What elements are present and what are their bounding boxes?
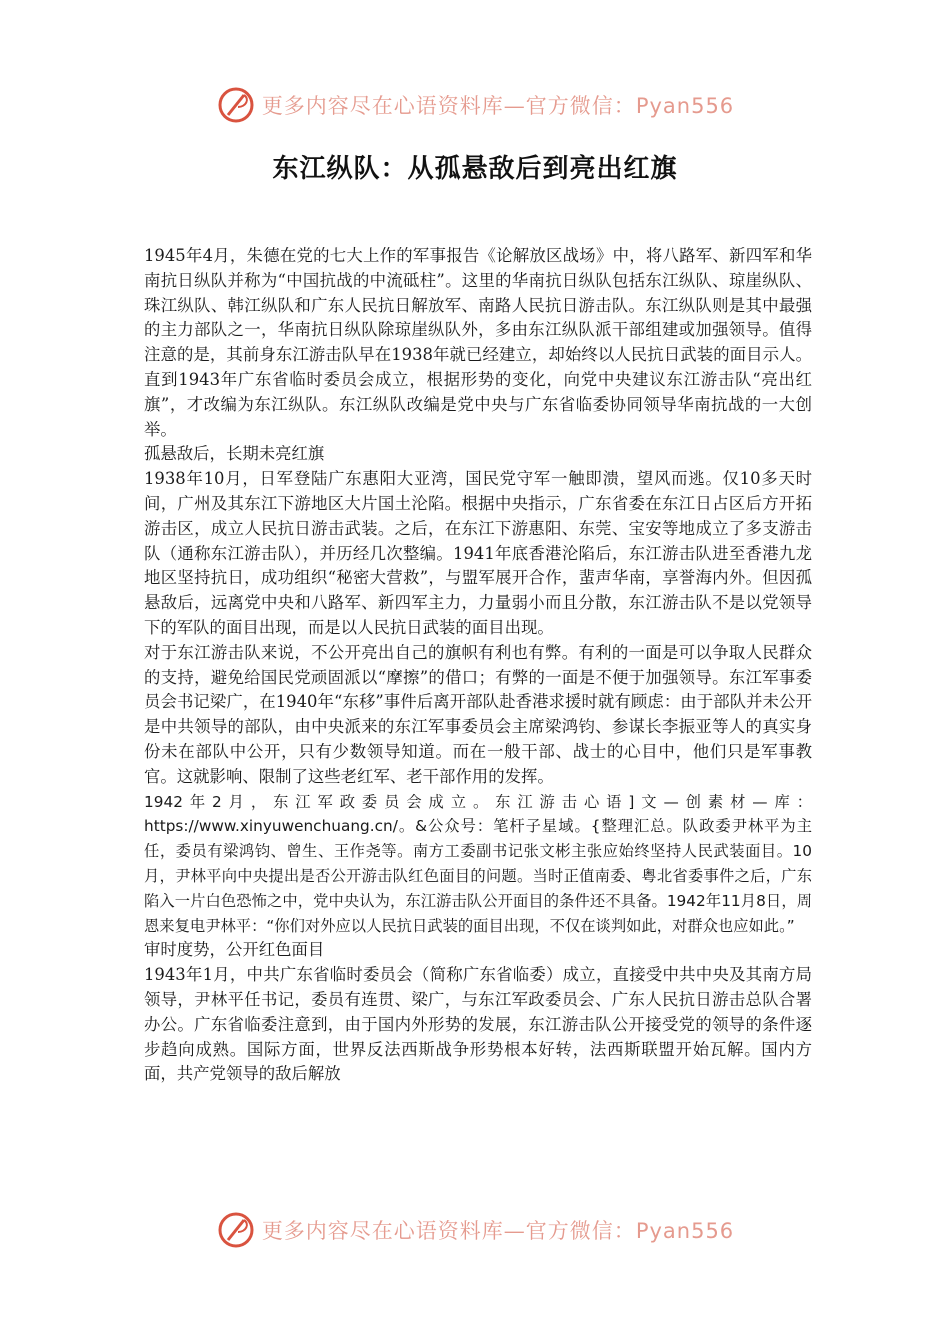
- header-watermark: [0, 81, 950, 129]
- paragraph-intro: 1945年4月，朱德在党的七大上作的军事报告《论解放区战场》中，将八路军、新四军和华南抗日纵队并称为“中国抗战的中流砥柱”。这里的华南抗日纵队包括东江纵队、琼崖纵队、珠江纵队、韩江纵队和广东人民抗日解放军、南路人民抗日游击队。东江纵队则是其中最强的主力部队之一，华南抗日纵队除琼崖纵队外，多由东江纵队派干部组建或加强领导。值得注意的是，其前身东江游击队早在1938年就已经建立，却始终以人民抗日武装的面目示人。直到1943年广东省临时委员会成立，根据形势的变化，向党中央建议东江游击队“亮出红旗”，才改编为东江纵队。东江纵队改编是党中央与广东省临委协同领导华南抗战的一大创举。: [144, 246, 812, 439]
- paragraph-1938: 1938年10月，日军登陆广东惠阳大亚湾，国民党守军一触即溃，望风而逃。仅10多天时间，广州及其东江下游地区大片国土沦陷。根据中央指示，广东省委在东江日占区后方开拓游击区，成立人民抗日游击武装。之后，在东江下游惠阳、东莞、宝安等地成立了多支游击队（通称东江游击队），并历经几次整编。1941年底香港沦陷后，东江游击队进至香港九龙地区坚持抗日，成功组织“秘密大营救”，与盟军展开合作，蜚声华南，享誉海内外。但因孤悬敌后，远离党中央和八路军、新四军主力，力量弱小而且分散，东江游击队不是以党领导下的军队的面目出现，而是以人民抗日武装的面目出现。: [144, 469, 812, 637]
- quill-logo-icon: [216, 85, 256, 125]
- quill-logo-icon: [216, 1210, 256, 1250]
- paragraph-pros-cons: 对于东江游击队来说，不公开亮出自己的旗帜有利也有弊。有利的一面是可以争取人民群众的支持，避免给国民党顽固派以“摩擦”的借口；有弊的一面是不便于加强领导。东江军事委员会书记梁广，在1940年“东移”事件后离开部队赴香港求援时就有顾虑：由于部队并未公开是中共领导的部队，由中央派来的东江军事委员会主席梁鸿钧、参谋长李振亚等人的真实身份未在部队中公开，只有少数领导知道。而在一般干部、战士的心目中，他们只是军事教官。这就影响、限制了这些老红军、老干部作用的发挥。: [144, 642, 812, 786]
- footer-watermark: [0, 1206, 950, 1254]
- section-heading-1: 孤悬敌后，长期未亮红旗: [144, 444, 325, 464]
- document-body: [144, 244, 812, 1087]
- watermark-text: 更多内容尽在心语资料库—官方微信：Pyan556: [261, 1219, 735, 1243]
- section-heading-2: 审时度势，公开红色面目: [144, 940, 325, 960]
- paragraph-1943: 1943年1月，中共广东省临时委员会（简称广东省临委）成立，直接受中共中央及其南方局领导，尹林平任书记，委员有连贯、梁广，与东江军政委员会、广东人民抗日游击总队合署办公。广东省临委注意到，由于国内外形势的发展，东江游击队公开接受党的领导的条件逐步趋向成熟。国际方面，世界反法西斯战争形势根本好转，法西斯联盟开始瓦解。国内方面，共产党领导的敌后解放: [144, 965, 812, 1084]
- document-title: 东江纵队：从孤悬敌后到亮出红旗: [272, 154, 678, 184]
- watermark-text: 更多内容尽在心语资料库—官方微信：Pyan556: [261, 94, 735, 118]
- paragraph-1942: 1942年2月，东江军政委员会成立。东江游击心语]文—创素材—库：https://www.xinyuwenchuang.cn/。&公众号：笔杆子星域。{整理汇总。队政委尹林平为主任，委员有梁鸿钧、曾生、王作尧等。南方工委副书记张文彬主张应始终坚持人民武装面目。10月，尹林平向中央提出是否公开游击队红色面目的问题。当时正值南委、粤北省委事件之后，广东陷入一片白色恐怖之中，党中央认为，东江游击队公开面目的条件还不具备。1942年11月8日，周恩来复电尹林平：“你们对外应以人民抗日武装的面目出现，不仅在谈判如此，对群众也应如此。”: [144, 792, 812, 935]
